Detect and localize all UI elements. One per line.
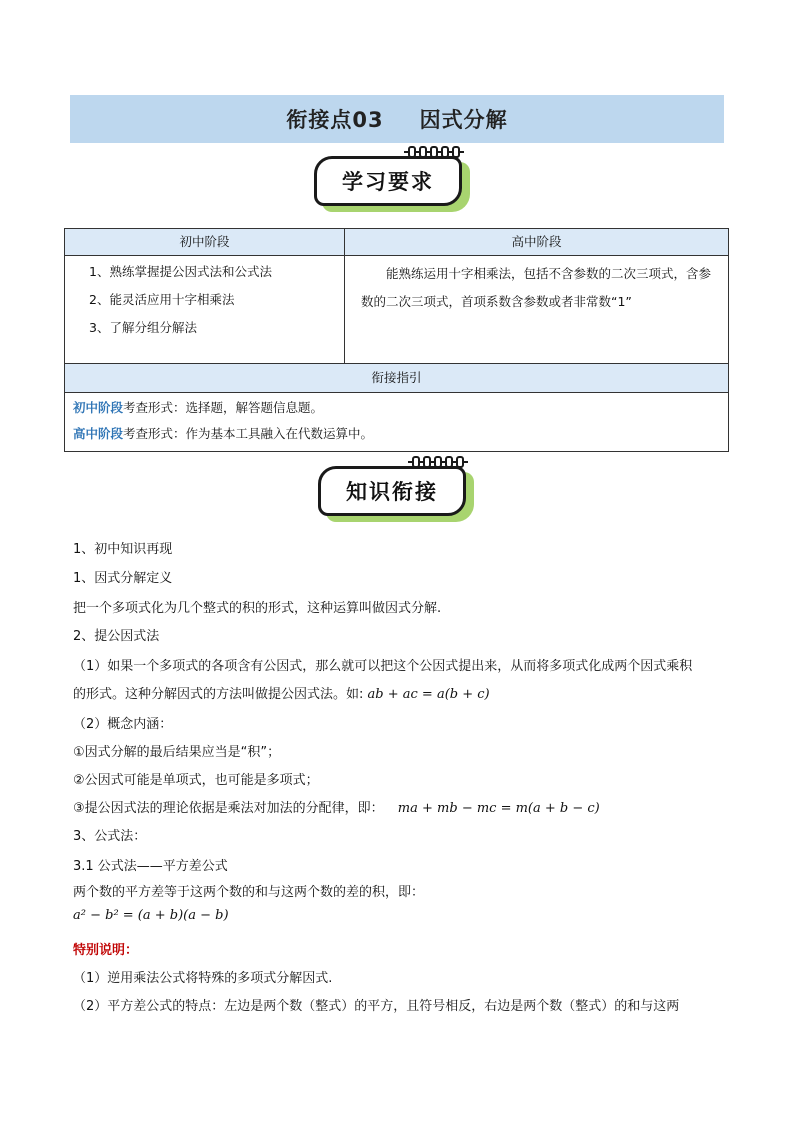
subsection-heading: 1、因式分解定义 (73, 571, 173, 586)
paragraph: （2）概念内涵： (73, 717, 173, 732)
paragraph-text: ③提公因式法的理论依据是乘法对加法的分配律，即： (73, 801, 384, 816)
guide-senior-line (73, 421, 722, 447)
guide-body (65, 393, 729, 452)
junior-item: 3、了解分组分解法 (89, 320, 197, 335)
guide-junior-label: 初中阶段 (73, 400, 124, 415)
paragraph (73, 683, 490, 702)
paragraph: ②公因式可能是单项式，也可能是多项式； (73, 773, 319, 788)
junior-requirements (65, 256, 345, 364)
guide-junior-text: 考查形式：选择题，解答题信息题。 (123, 400, 324, 415)
badge-requirements-label: 学习要求 (342, 170, 434, 194)
paragraph: （1）如果一个多项式的各项含有公因式，那么就可以把这个公因式提出来，从而将多项式化成两个因式乘积 (73, 659, 693, 674)
binder-rings-icon (408, 146, 460, 160)
binder-rings-icon (412, 456, 464, 470)
special-note-heading: 特别说明： (73, 943, 139, 958)
paragraph-text: 的形式。这种分解因式的方法叫做提公因式法。如: (73, 687, 364, 702)
paragraph: （1）逆用乘法公式将特殊的多项式分解因式. (73, 971, 333, 986)
section-heading: 1、初中知识再现 (73, 542, 173, 557)
formula: a² − b² = (a + b)(a − b) (73, 908, 229, 923)
subsection-heading: 3、公式法： (73, 829, 147, 844)
formula: ma + mb − mc = m(a + b − c) (397, 801, 600, 816)
badge-knowledge-label: 知识衔接 (346, 480, 438, 504)
col-junior-header: 初中阶段 (65, 229, 345, 256)
junior-item: 1、熟练掌握提公因式法和公式法 (89, 264, 272, 279)
paragraph: ①因式分解的最后结果应当是“积”； (73, 745, 281, 760)
badge-requirements (314, 152, 474, 216)
paragraph: 把一个多项式化为几个整式的积的形式，这种运算叫做因式分解. (73, 601, 442, 616)
senior-requirements: 能熟练运用十字相乘法，包括不含参数的二次三项式，含参数的二次三项式，首项系数含参数或者非常数“1” (345, 256, 729, 364)
guide-junior-line (73, 395, 722, 421)
title-bar (70, 95, 724, 143)
guide-senior-text: 考查形式：作为基本工具融入在代数运算中。 (123, 426, 374, 441)
title-part2: 因式分解 (419, 108, 508, 132)
guide-senior-label: 高中阶段 (73, 426, 124, 441)
paragraph: （2）平方差公式的特点：左边是两个数（整式）的平方，且符号相反，右边是两个数（整式）的和与这两 (73, 999, 680, 1014)
col-senior-header: 高中阶段 (345, 229, 729, 256)
junior-item: 2、能灵活应用十字相乘法 (89, 292, 235, 307)
guide-header: 衔接指引 (65, 364, 729, 393)
paragraph: 两个数的平方差等于这两个数的和与这两个数的差的积，即： (73, 885, 425, 900)
title-part1: 衔接点03 (286, 108, 384, 132)
paragraph (73, 797, 600, 816)
requirements-table (64, 228, 729, 452)
subsection-heading: 2、提公因式法 (73, 629, 160, 644)
badge-knowledge (318, 462, 478, 526)
formula: ab + ac = a(b + c) (367, 687, 490, 702)
subsection-heading: 3.1 公式法——平方差公式 (73, 859, 228, 874)
